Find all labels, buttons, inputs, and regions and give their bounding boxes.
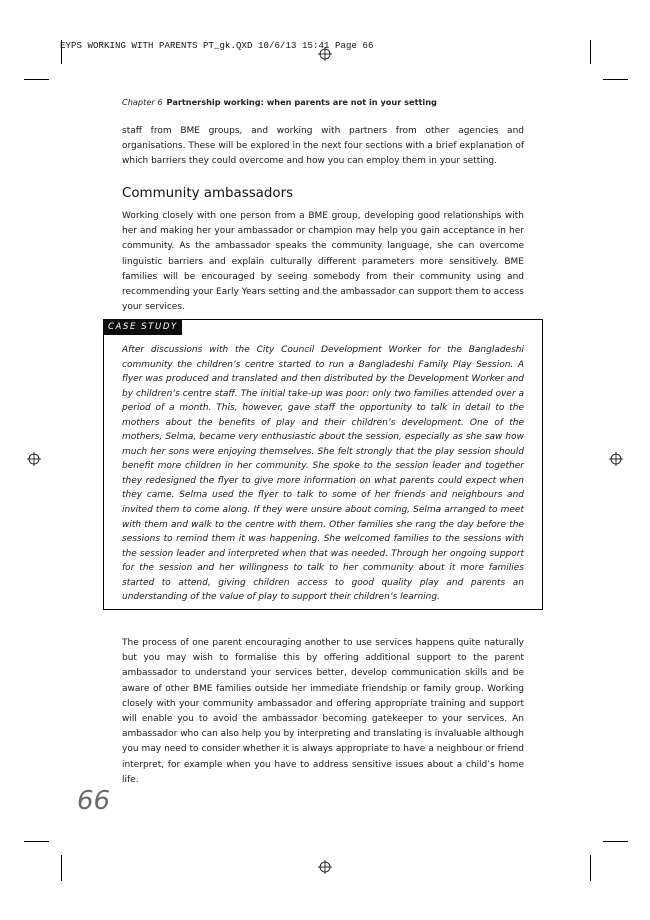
- section-heading: Community ambassadors: [122, 186, 294, 201]
- intro-paragraph: staff from BME groups, and working with partners from other agencies and organisations. These will be explored in the next four sections with a brief explanation of which barriers they could overcome and how you can employ them in your setting.: [122, 126, 524, 167]
- crop-mark: [603, 841, 628, 842]
- running-head: [122, 97, 437, 107]
- crop-mark: [24, 79, 49, 80]
- registration-mark-icon: [27, 452, 41, 466]
- crop-mark: [24, 841, 49, 842]
- case-study-label: CASE STUDY: [103, 319, 182, 335]
- closing-paragraph: The process of one parent encouraging another to use services happens quite naturally but you may wish to formalise this by offering additional support to the parent ambassador to understand your services better, develop communication skills and be aware of other BME families outside her immediate friendship or family group. Working closely with your community ambassador and offering appropriate training and support will enable you to avoid the ambassador becoming gatekeeper to your services. An ambassador who can also help you by interpreting and translating is invaluable although you may need to consider whether it is always appropriate to have a neighbour or friend interpret, for example when you have to address sensitive issues about a child’s home life.: [122, 638, 524, 785]
- case-study-text: After discussions with the City Council Development Worker for the Bangladeshi community the children’s centre started to run a Bangladeshi Family Play Session. A flyer was produced and translated and then distributed by the Development Worker and by children’s centre staff. The initial take-up was poor: only two families attended over a period of a month. This, however, gave staff the opportunity to talk in detail to the mothers about the benefits of play and their children’s development. One of the mothers, Selma, became very enthusiastic about the session, especially as she saw how much her sons were enjoying themselves. She felt strongly that the play session should benefit more children in her community. She spoke to the session leader and together they redesigned the flyer to give more information on what parents could expect when they came. Selma used the flyer to talk to some of her friends and neighbours and invited them to come along. If they were unsure about coming, Selma arranged to meet with them and walk to the centre with them. Other families she rang the day before the sessions to remind them it was happening. She welcomed families to the sessions with the session leader and interpreted when that was needed. Through her ongoing support for the session and her willingness to talk to her community about it more families started to attend, giving children access to good quality play and parents an understanding of the value of play to support their children’s learning.: [122, 345, 524, 603]
- crop-mark: [590, 40, 591, 64]
- registration-mark-icon: [318, 860, 332, 874]
- printer-slug: EYPS WORKING WITH PARENTS PT_gk.QXD 10/6/13 15:41 Page 66: [60, 41, 374, 51]
- page-number: 66: [77, 786, 111, 816]
- crop-mark: [61, 855, 62, 881]
- registration-mark-icon: [609, 452, 623, 466]
- crop-mark: [590, 855, 591, 881]
- chapter-title: Partnership working: when parents are not in your setting: [166, 97, 437, 107]
- section-paragraph: Working closely with one person from a BME group, developing good relationships with her and making her your ambassador or champion may help you gain acceptance in her community. As the ambassador speaks the community language, she can overcome linguistic barriers and explain culturally different parameters more sensitively. BME families will be encouraged by seeing somebody from their community using and recommending your Early Years setting and the ambassador can support them to access your services.: [122, 211, 524, 313]
- chapter-label: Chapter 6: [122, 97, 163, 107]
- crop-mark: [603, 79, 628, 80]
